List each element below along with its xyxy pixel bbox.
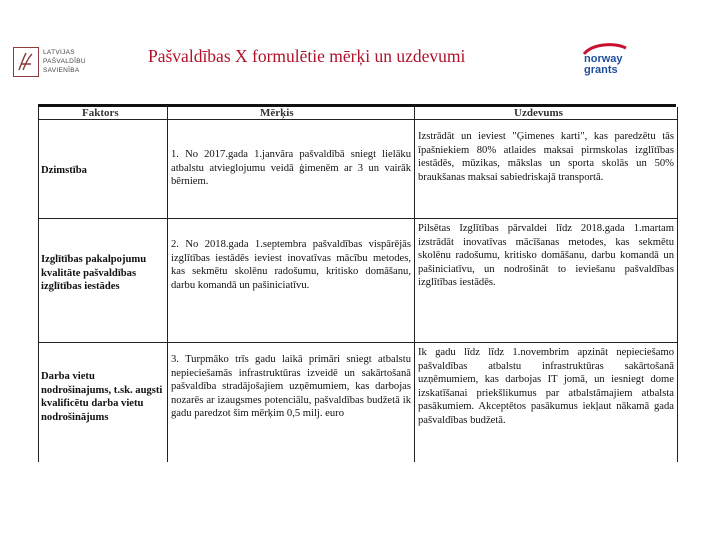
table-border-left bbox=[38, 107, 39, 462]
column-header-merkis: Mērķis bbox=[260, 107, 294, 119]
column-header-faktors: Faktors bbox=[82, 107, 119, 119]
row-divider-1 bbox=[38, 218, 678, 219]
table-border-right bbox=[677, 107, 678, 462]
table-header bbox=[38, 107, 678, 119]
sponsor-logo bbox=[574, 40, 636, 80]
sponsor-logo-word-1: norway bbox=[584, 53, 623, 65]
org-logo bbox=[13, 47, 93, 77]
table-row-2-merkis: 2. No 2018.gada 1.septembra pašvaldības vispārējās izglītības iestādēs ieviest inovatīvas mācību metodes, kas sekmētu skolēnu radošumu, kritisko domāšanu, darbu komandā un pašiniciatīvu. bbox=[171, 239, 411, 291]
table-row-1-uzdevums: Izstrādāt un ieviest "Ģimenes karti", kas paredzētu tās īpašniekiem 80% atlaides maksai pirmskolas izglītības iestādēs, mūzikas, mākslas un sporta skolās un 50% braukšanas maksai sabiedriskajā transportā. bbox=[418, 131, 674, 183]
table-row-3-merkis: 3. Turpmāko trīs gadu laikā primāri sniegt atbalstu nepieciešamās infrastruktūras izveidē un sakārtošanā pašvaldība stradājošajiem uzņēmumiem, kas darbojas nozarēs ar izaugsmes potenciālu, pašvaldības budžetā ik gadu paredzot šim mērķim 0,5 milj. euro bbox=[171, 354, 411, 420]
table-row-2-faktors: Izglītības pakalpojumu kvalitāte pašvaldības izglītības iestādes bbox=[41, 254, 147, 293]
org-logo-line-1: LATVIJAS bbox=[43, 49, 75, 56]
column-divider-1 bbox=[167, 107, 168, 462]
column-divider-2 bbox=[414, 107, 415, 462]
table-row-2-uzdevums: Pilsētas Izglītības pārvaldei līdz 2018.gada 1.martam izstrādāt inovatīvas mācīšanas metodes, kas sekmētu skolēnu radošumu, kritisko domāšanu, darbu komandā un pašiniciatīvu, un nodrošināt to ieviešanu pašvaldības izglītības iestādēs. bbox=[418, 223, 674, 289]
header-divider bbox=[38, 119, 678, 120]
table-row-1-merkis: 1. No 2017.gada 1.janvāra pašvaldībā sniegt lielāku atbalstu atvieglojumu veidā ģimenēm ar 3 un vairāk bērniem. bbox=[171, 149, 411, 188]
table-row-3-uzdevums: Ik gadu līdz līdz 1.novembrim apzināt nepieciešamo pašvaldības atbalstu infrastruktūras sakārtošanā uzņēmumiem, kas darbojas IT jomā, un iesniegt dome izskatīšanai priekšlikumus par atbalstāmajiem atbalsta pasākumiem. Akceptētos pasākumus iekļaut nākamā gada pašvaldības budžetā. bbox=[418, 347, 674, 426]
org-logo-line-3: SAVIENĪBA bbox=[43, 67, 80, 74]
sponsor-logo-word-2: grants bbox=[584, 64, 618, 76]
org-logo-line-2: PAŠVALDĪBU bbox=[43, 58, 86, 65]
table-row-3-faktors: Darba vietu nodrošinajums, t.sk. augsti kvalificētu darba vietu nodrošinājums bbox=[41, 371, 163, 423]
table-row-1-faktors: Dzimstība bbox=[41, 165, 87, 176]
row-divider-2 bbox=[38, 342, 678, 343]
goals-table bbox=[38, 107, 678, 462]
page-title: Pašvaldības X formulētie mērķi un uzdevumi bbox=[148, 46, 466, 66]
org-logo-mark-icon bbox=[13, 47, 39, 77]
column-header-uzdevums: Uzdevums bbox=[514, 107, 563, 119]
